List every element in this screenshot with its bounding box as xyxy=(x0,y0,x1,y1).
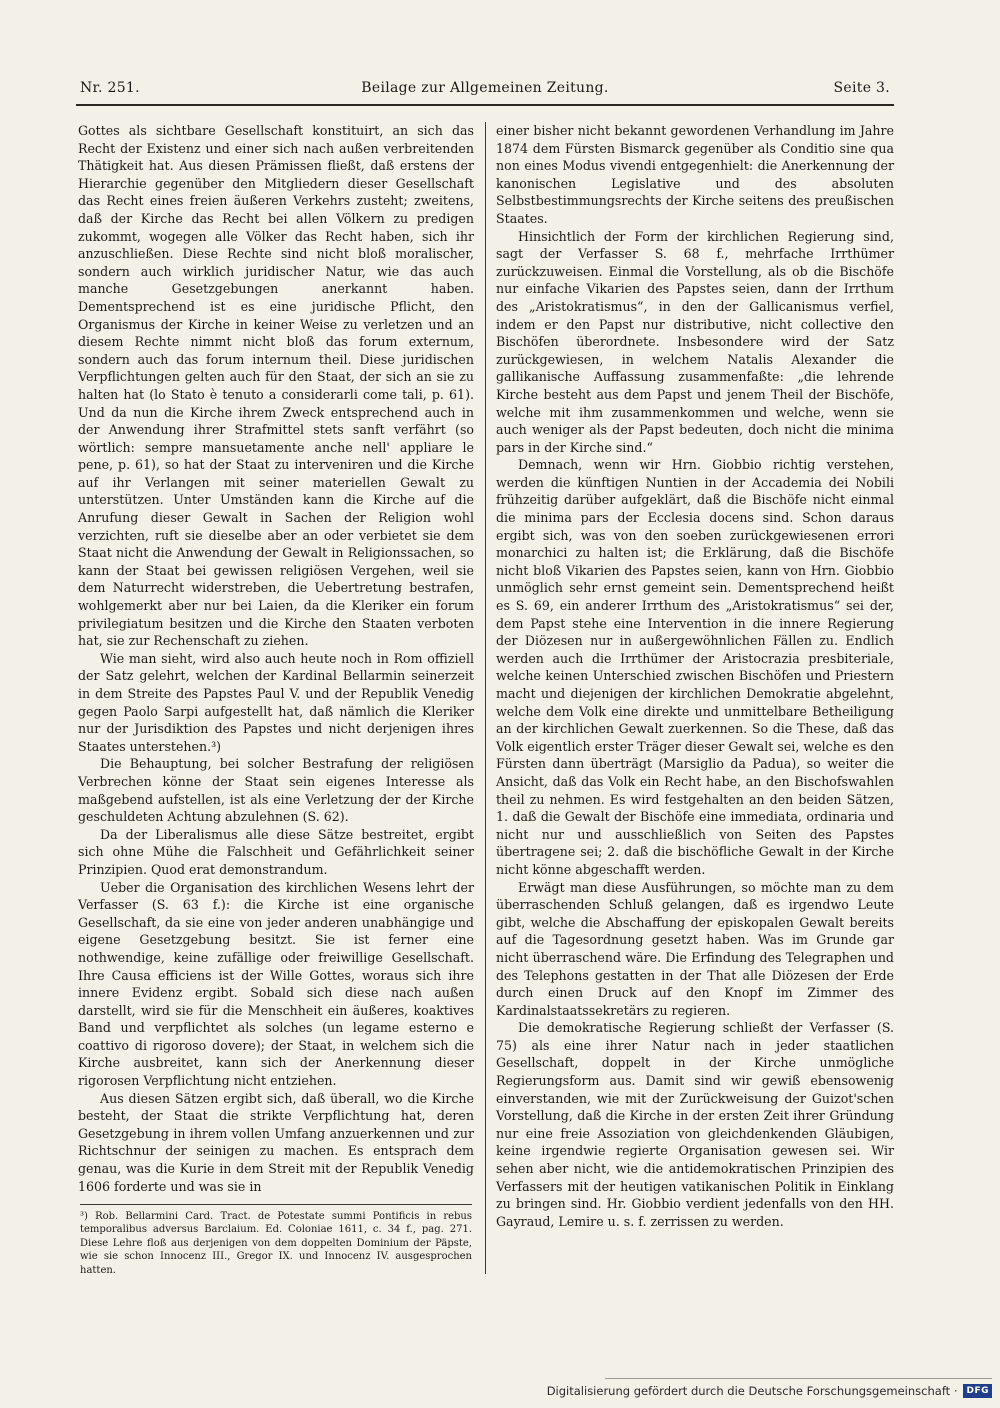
credit-text: Digitalisierung gefördert durch die Deutsche Forschungsgemeinschaft · xyxy=(546,1384,958,1398)
footer-rule xyxy=(605,1378,992,1379)
issue-number: Nr. 251. xyxy=(80,80,140,96)
paragraph: Demnach, wenn wir Hrn. Giobbio richtig verstehen, werden die künftigen Nuntien in der Accademia dei Nobili frühzeitig darüber aufgeklärt, daß die Bischöfe nicht einmal die minima pars der Ecclesia docens sind. Schon daraus ergibt sich, was von den soeben zurückgewiesenen errori monarchici zu halten ist; die Erklärung, daß die Bischöfe nicht bloß Vikarien des Papstes seien, kann von Hrn. Giobbio unmöglich sehr ernst gemeint sein. Dementsprechend heißt es S. 69, ein anderer Irrthum des „Aristokratismus“ sei der, dem Papst stehe eine Intervention in die innere Regierung der Diözesen nur in außergewöhnlichen Fällen zu. Endlich werden auch die Irrthümer der Aristocrazia presbiteriale, welche keinen Unterschied zwischen Bischöfen und Priestern macht und diejenigen der kirchlichen Demokratie abgelehnt, welche dem Volk eine direkte und unmittelbare Betheiligung an der kirchlichen Gewalt zuerkennen. So die These, daß das Volk eigentlich erster Träger dieser Gewalt sei, welche es den Fürsten dann überträgt (Marsiglio da Padua), so weiter die Ansicht, daß das Volk ein Recht habe, an den Bischofswahlen theil zu nehmen. Es wird festgehalten an den beiden Sätzen, 1. daß die Gewalt der Bischöfe eine immediata, ordinaria und nicht nur und ausschließlich von Seiten des Papstes übertragene sei; 2. daß die bischöfliche Gewalt in der Kirche nicht könne abgeschafft werden. xyxy=(496,457,894,877)
dfg-logo: DFG xyxy=(963,1384,992,1398)
paragraph: Ueber die Organisation des kirchlichen Wesens lehrt der Verfasser (S. 63 f.): die Kirche ist eine organische Gesellschaft, da sie eine von jeder anderen unabhängige und eigene Gesetzgebung besitzt. Sie ist ferner eine nothwendige, keine zufällige oder freiwillige Gesellschaft. Ihre Causa efficiens ist der Wille Gottes, woraus sich ihre innere Evidenz ergibt. Sobald sich diese nach außen darstellt, wird sie für die Menschheit ein äußeres, koaktives Band und verpflichtet als solches (un legame esterno e coattivo di rigoroso dovere); der Staat, in welchem sich die Kirche ausbreitet, kann sich der Anerkennung dieser rigorosen Verpflichtung nicht entziehen. xyxy=(78,879,474,1089)
paragraph: Hinsichtlich der Form der kirchlichen Regierung sind, sagt der Verfasser S. 68 f., mehrfache Irrthümer zurückzuweisen. Einmal die Vorstellung, als ob die Bischöfe nur einfache Vikarien des Papstes seien, dann der Irrthum des „Aristokratismus“, in den der Gallicanismus verfiel, indem er den Papst nur distributive, nicht collective den Bischöfen überordnete. Insbesondere wird der Satz zurückgewiesen, in welchem Natalis Alexander die gallikanische Auffassung zusammenfaßte: „die lehrende Kirche besteht aus dem Papst und jenem Theil der Bischöfe, welche mit ihm zusammenkommen und welche, wenn sie auch weniger als der Papst bedeuten, doch nicht die minima pars in der Kirche sind.“ xyxy=(496,228,894,455)
page-header xyxy=(76,80,894,100)
footnote-rule xyxy=(80,1204,472,1205)
paragraph: Da der Liberalismus alle diese Sätze bestreitet, ergibt sich ohne Mühe die Falschheit und Gefährlichkeit seiner Prinzipien. Quod erat demonstrandum. xyxy=(78,826,474,877)
paragraph: Aus diesen Sätzen ergibt sich, daß überall, wo die Kirche besteht, der Staat die strikte Verpflichtung hat, deren Gesetzgebung in ihrem vollen Umfang anzuerkennen und zur Richtschnur der seinigen zu machen. Es entsprach dem genau, was die Kurie in dem Streit mit der Republik Venedig 1606 forderte und was sie in xyxy=(78,1090,474,1194)
right-column xyxy=(496,122,894,1230)
footnote: ³) Rob. Bellarmini Card. Tract. de Potestate summi Pontificis in rebus temporalibus adversus Barclaium. Ed. Coloniae 1611, c. 34 f., pag. 271. Diese Lehre floß aus derjenigen von dem doppelten Dominium der Päpste, wie sie schon Innocenz III., Gregor IX. und Innocenz IV. ausgesprochen hatten. xyxy=(80,1211,472,1276)
left-column xyxy=(78,122,474,1195)
publication-title: Beilage zur Allgemeinen Zeitung. xyxy=(361,80,609,96)
digitization-credit xyxy=(547,1381,992,1401)
paragraph: Die Behauptung, bei solcher Bestrafung der religiösen Verbrechen könne der Staat sein eigenes Interesse als maßgebend aufstellen, ist als eine Verletzung der der Kirche geschuldeten Achtung abzulehnen (S. 62). xyxy=(78,756,474,825)
paragraph: Gottes als sichtbare Gesellschaft konstituirt, an sich das Recht der Existenz und einer sich nach außen verbreitenden Thätigkeit hat. Aus diesen Prämissen fließt, daß erstens der Hierarchie gegenüber den Mitgliedern dieser Gesellschaft das Recht eines freien äußeren Verkehrs zusteht; zweitens, daß der Kirche das Recht bei allen Völkern zu predigen zukommt, wogegen alle Völker das Recht haben, sich ihr anzuschließen. Diese Rechte sind nicht bloß moralischer, sondern auch wirklich juridischer Natur, wie das auch manche Gesetzgebungen anerkannt haben. Dementsprechend ist es eine juridische Pflicht, den Organismus der Kirche in keiner Weise zu verletzen und an diesem Rechte nimmt nicht bloß das forum externum, sondern auch das forum internum theil. Diese juridischen Verpflichtungen gelten auch für den Staat, der sich an sie zu halten hat (lo Stato è tenuto a considerarli come tali, p. 61). Und da nun die Kirche ihrem Zweck entsprechend auch in der Anwendung ihrer Strafmittel stets sanft verfährt (so wörtlich: sempre mansuetamente anche nell' appliare le pene, p. 61), so hat der Staat zu interveniren und die Kirche auf ihr Verlangen mit seiner materiellen Gewalt zu unterstützen. Unter Umständen kann die Kirche auf die Anrufung dieser Gewalt in Sachen der Religion wohl verzichten, ruft sie dieselbe aber an oder verbietet sie dem Staat nicht die Anwendung der Gewalt in Religionssachen, so kann der Staat bei gewissen religiösen Vergehen, weil sie dem Naturrecht widerstreben, die Uebertretung bestrafen, wohlgemerkt aber nur bei Laien, da die Kleriker ein forum privilegiatum besitzen und die Kirche den Staaten verboten hat, sie zur Rechenschaft zu ziehen. xyxy=(78,123,474,649)
column-divider xyxy=(485,122,486,1274)
paragraph: Erwägt man diese Ausführungen, so möchte man zu dem überraschenden Schluß gelangen, daß es irgendwo Leute gibt, welche die Abschaffung der episkopalen Gewalt bereits auf die Tagesordnung gesetzt haben. Was im Grunde gar nicht überraschend wäre. Die Erfindung des Telegraphen und des Telephons gestatten in der That alle Diözesen der Erde durch einen Druck auf den Knopf im Zimmer des Kardinalstaatssekretärs zu regieren. xyxy=(496,879,894,1018)
header-rule xyxy=(76,104,894,106)
paragraph: Wie man sieht, wird also auch heute noch in Rom offiziell der Satz gelehrt, welchen der Kardinal Bellarmin seinerzeit in dem Streite des Papstes Paul V. und der Republik Venedig gegen Paolo Sarpi aufgestellt hat, daß nämlich die Kleriker nur der Jurisdiktion des Papstes und nicht derjenigen ihres Staates unterstehen.³) xyxy=(78,650,474,754)
paragraph: einer bisher nicht bekannt gewordenen Verhandlung im Jahre 1874 dem Fürsten Bismarck gegenüber als Conditio sine qua non eines Modus vivendi entgegenhielt: die Anerkennung der kanonischen Legislative und des absoluten Selbstbestimmungsrechts der Kirche seitens des preußischen Staates. xyxy=(496,123,894,226)
page-number: Seite 3. xyxy=(833,80,890,96)
paragraph: Die demokratische Regierung schließt der Verfasser (S. 75) als eine ihrer Natur nach in jeder staatlichen Gesellschaft, doppelt in der Kirche unmögliche Regierungsform aus. Damit sind wir gewiß ebensowenig einverstanden, wie mit der Zurückweisung der Guizot'schen Vorstellung, daß die Kirche in der ersten Zeit ihrer Gründung nur eine freie Assoziation von gleichdenkenden Gläubigen, keine irgendwie regierte Organisation gewesen sei. Wir sehen aber nicht, wie die antidemokratischen Prinzipien des Verfassers mit der heutigen vatikanischen Politik in Einklang zu bringen sind. Hr. Giobbio verdient jedenfalls von den HH. Gayraud, Lemire u. s. f. zerrissen zu werden. xyxy=(496,1020,894,1229)
